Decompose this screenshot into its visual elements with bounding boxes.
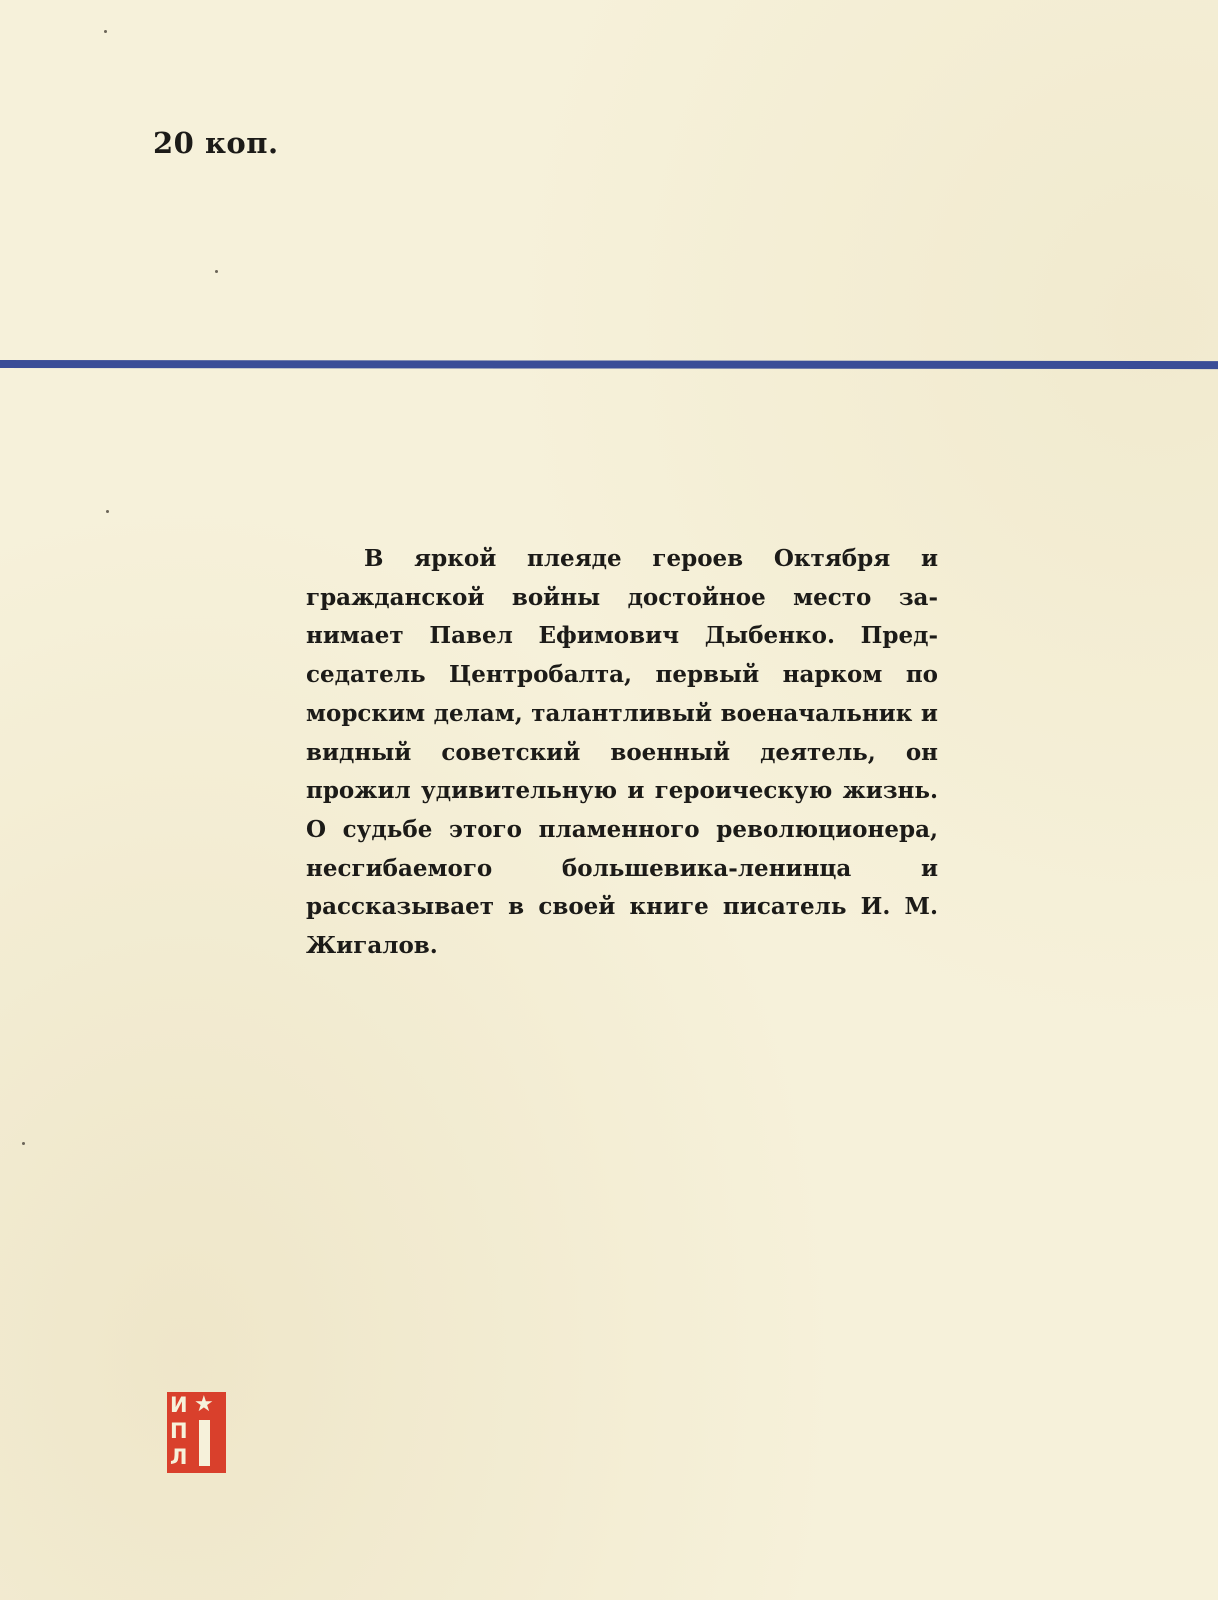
- book-annotation: В яркой плеяде героев Октября и гражданской войны достойное место занимает Павел Ефимович Дыбенко. Председатель Центробалта, первый нарком по морским делам, талантливый военачальник и видный советский военный деятель, он прожил удивительную и героическую жизнь. О судьбе этого пламенного революционера, несгибаемого большевика-ленинца и рассказывает в своей книге писатель И. М. Жигалов.: [306, 545, 938, 960]
- logo-letter-2: П: [170, 1419, 188, 1443]
- logo-letter-3: Л: [170, 1445, 188, 1469]
- blue-divider-rule: [0, 360, 1218, 369]
- logo-letter-1: И: [170, 1393, 188, 1417]
- paper-speck: [104, 30, 107, 33]
- star-icon: ★: [194, 1392, 214, 1417]
- paper-speck: [215, 270, 218, 273]
- paper-speck: [22, 1142, 25, 1145]
- price-label: 20 коп.: [153, 126, 279, 160]
- ipl-publisher-logo-icon: [167, 1392, 226, 1473]
- logo-bar: [199, 1420, 210, 1466]
- paper-speck: [106, 510, 109, 513]
